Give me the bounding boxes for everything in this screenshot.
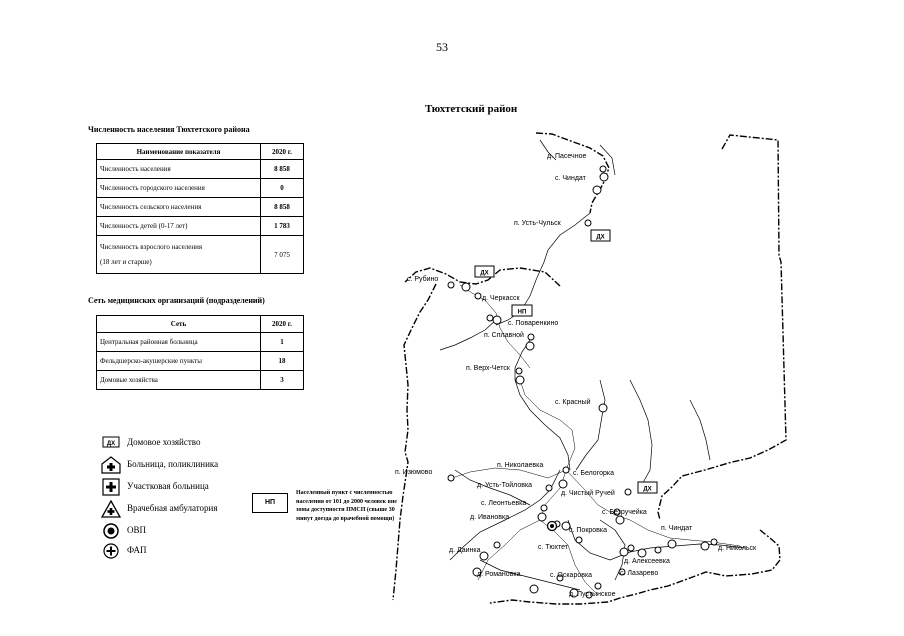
fap-marker bbox=[462, 283, 470, 291]
row-value: 0 bbox=[261, 179, 304, 198]
settlement-marker bbox=[448, 475, 454, 481]
network-table-title: Сеть медицинских организаций (подразделений) bbox=[88, 296, 265, 305]
place-label: с. Чиндат bbox=[555, 175, 586, 182]
place-label: с. Покровка bbox=[569, 527, 607, 534]
row-value: 1 bbox=[261, 333, 304, 352]
legend-label: ОВП bbox=[127, 525, 147, 535]
place-label: д. Алексеевка bbox=[624, 558, 670, 565]
settlement-marker bbox=[546, 485, 552, 491]
fap-marker bbox=[668, 540, 676, 548]
place-label: д. Никольск bbox=[718, 545, 757, 552]
place-label: п. Сплавной bbox=[484, 332, 524, 339]
fap-marker bbox=[526, 342, 534, 350]
fap-marker bbox=[538, 513, 546, 521]
place-label: д. Пустынское bbox=[569, 591, 616, 598]
place-label: с. Поваренкино bbox=[508, 320, 559, 327]
legend-label: Участковая больница bbox=[127, 481, 209, 491]
row-value: 8 858 bbox=[261, 160, 304, 179]
settlement-marker bbox=[563, 467, 569, 473]
settlement-marker bbox=[494, 542, 500, 548]
place-label: с. Рубино bbox=[407, 276, 439, 283]
place-label: д. Романовка bbox=[477, 571, 521, 578]
row-label: Центральная районная больница bbox=[97, 333, 261, 352]
place-label: д. Ивановка bbox=[470, 514, 510, 521]
settlement-marker bbox=[585, 220, 591, 226]
settlement-marker bbox=[448, 282, 454, 288]
river bbox=[568, 520, 745, 560]
place-label: с. Лазарево bbox=[620, 570, 659, 577]
settlement-marker bbox=[595, 583, 601, 589]
column-header: 2020 г. bbox=[261, 316, 304, 333]
row-label: Численность населения bbox=[97, 160, 261, 179]
road bbox=[452, 468, 566, 478]
map-title: Тюхтетский район bbox=[425, 103, 518, 115]
legend-label: ФАП bbox=[127, 545, 147, 555]
column-header: Наименование показателя bbox=[97, 144, 261, 160]
settlement-marker bbox=[475, 293, 481, 299]
row-label-line: Численность взрослого населения bbox=[100, 243, 203, 251]
badge-text: НП bbox=[517, 309, 527, 316]
note-line: зоны доступности ПМСП (свыше 30 bbox=[296, 507, 395, 514]
settlement-marker bbox=[541, 505, 547, 511]
place-label: п. Верх-Четск bbox=[466, 365, 510, 372]
place-label: д. Даинка bbox=[449, 547, 481, 554]
settlement-marker bbox=[600, 166, 606, 172]
row-value: 3 bbox=[261, 371, 304, 390]
row-label: Фельдшерско-акушерские пункты bbox=[97, 352, 261, 371]
fap-marker bbox=[616, 516, 624, 524]
row-value: 18 bbox=[261, 352, 304, 371]
row-label: Численность сельского населения bbox=[97, 198, 261, 217]
fap-marker bbox=[599, 404, 607, 412]
column-header: 2020 г. bbox=[261, 144, 304, 160]
place-label: с. Красный bbox=[555, 399, 591, 406]
badge-dx-rubino bbox=[475, 266, 494, 277]
river bbox=[630, 380, 652, 488]
fap-marker bbox=[638, 549, 646, 557]
row-value: 8 858 bbox=[261, 198, 304, 217]
river bbox=[576, 380, 605, 470]
fap-marker bbox=[559, 480, 567, 488]
fap-marker bbox=[593, 186, 601, 194]
road bbox=[566, 470, 740, 546]
settlement-marker bbox=[655, 547, 661, 553]
fap-marker bbox=[701, 542, 709, 550]
place-label: д. Пасечное bbox=[547, 153, 587, 160]
settlement-marker bbox=[628, 545, 634, 551]
badge-dx-south bbox=[638, 482, 657, 493]
legend-label: Больница, поликлиника bbox=[127, 459, 219, 469]
note-code-box: НП bbox=[252, 493, 288, 513]
row-label-line: (18 лет и старше) bbox=[100, 258, 152, 266]
fap-marker bbox=[493, 316, 501, 324]
place-label: д. Черкасск bbox=[482, 295, 520, 302]
place-label: д. Чистый Ручей bbox=[561, 490, 615, 497]
place-label: с. Безручейка bbox=[602, 509, 647, 516]
river bbox=[690, 400, 710, 460]
settlement-marker bbox=[487, 315, 493, 321]
place-label: с. Оскаровка bbox=[550, 572, 593, 579]
row-value: 1 783 bbox=[261, 217, 304, 236]
ovp-marker-core bbox=[550, 524, 554, 528]
fap-marker bbox=[620, 548, 628, 556]
badge-dx-north bbox=[591, 230, 610, 241]
badge-np-cherkassk bbox=[512, 305, 532, 316]
row-label: Численность городского населения bbox=[97, 179, 261, 198]
settlement-marker bbox=[711, 539, 717, 545]
note-line: Населенный пункт с численностью bbox=[296, 490, 393, 496]
legend-label: Домовое хозяйство bbox=[127, 437, 201, 447]
settlement-marker bbox=[625, 489, 631, 495]
page-number: 53 bbox=[436, 40, 448, 54]
row-value: 7 075 bbox=[261, 236, 304, 274]
place-label: п. Усть-Чульск bbox=[514, 220, 561, 227]
legend-label: Врачебная амбулатория bbox=[127, 503, 218, 513]
population-table-title: Численность населения Тюхтетского района bbox=[88, 125, 250, 134]
settlement-marker bbox=[528, 334, 534, 340]
settlement-marker bbox=[576, 537, 582, 543]
place-label: п. Изюмово bbox=[395, 469, 433, 476]
badge-text: ДХ bbox=[480, 270, 489, 277]
note-line: населения от 101 до 2000 человек вне bbox=[296, 498, 397, 505]
place-label: д. Усть-Тойловка bbox=[477, 482, 533, 489]
fap-marker bbox=[530, 585, 538, 593]
place-label: с. Тюхтет bbox=[538, 544, 568, 551]
note-line: минут доезда до врачебной помощи) bbox=[296, 515, 395, 522]
place-label: п. Николаевка bbox=[497, 462, 544, 469]
place-labels bbox=[395, 153, 757, 598]
settlement-marker bbox=[516, 368, 522, 374]
badge-text: ДХ bbox=[643, 486, 652, 493]
place-label: п. Чиндат bbox=[661, 525, 693, 532]
column-header: Сеть bbox=[97, 316, 261, 333]
ovp-markers bbox=[548, 522, 557, 531]
place-label: с. Белогорка bbox=[573, 470, 614, 477]
house-hold-code: ДХ bbox=[106, 441, 116, 447]
fap-marker bbox=[600, 173, 608, 181]
fap-marker bbox=[516, 376, 524, 384]
row-label: Численность детей (0-17 лет) bbox=[97, 217, 261, 236]
row-label: Домовые хозяйства bbox=[97, 371, 261, 390]
place-label: с. Леонтьевка bbox=[481, 500, 527, 507]
badge-text: ДХ bbox=[596, 234, 605, 241]
fap-marker bbox=[480, 552, 488, 560]
